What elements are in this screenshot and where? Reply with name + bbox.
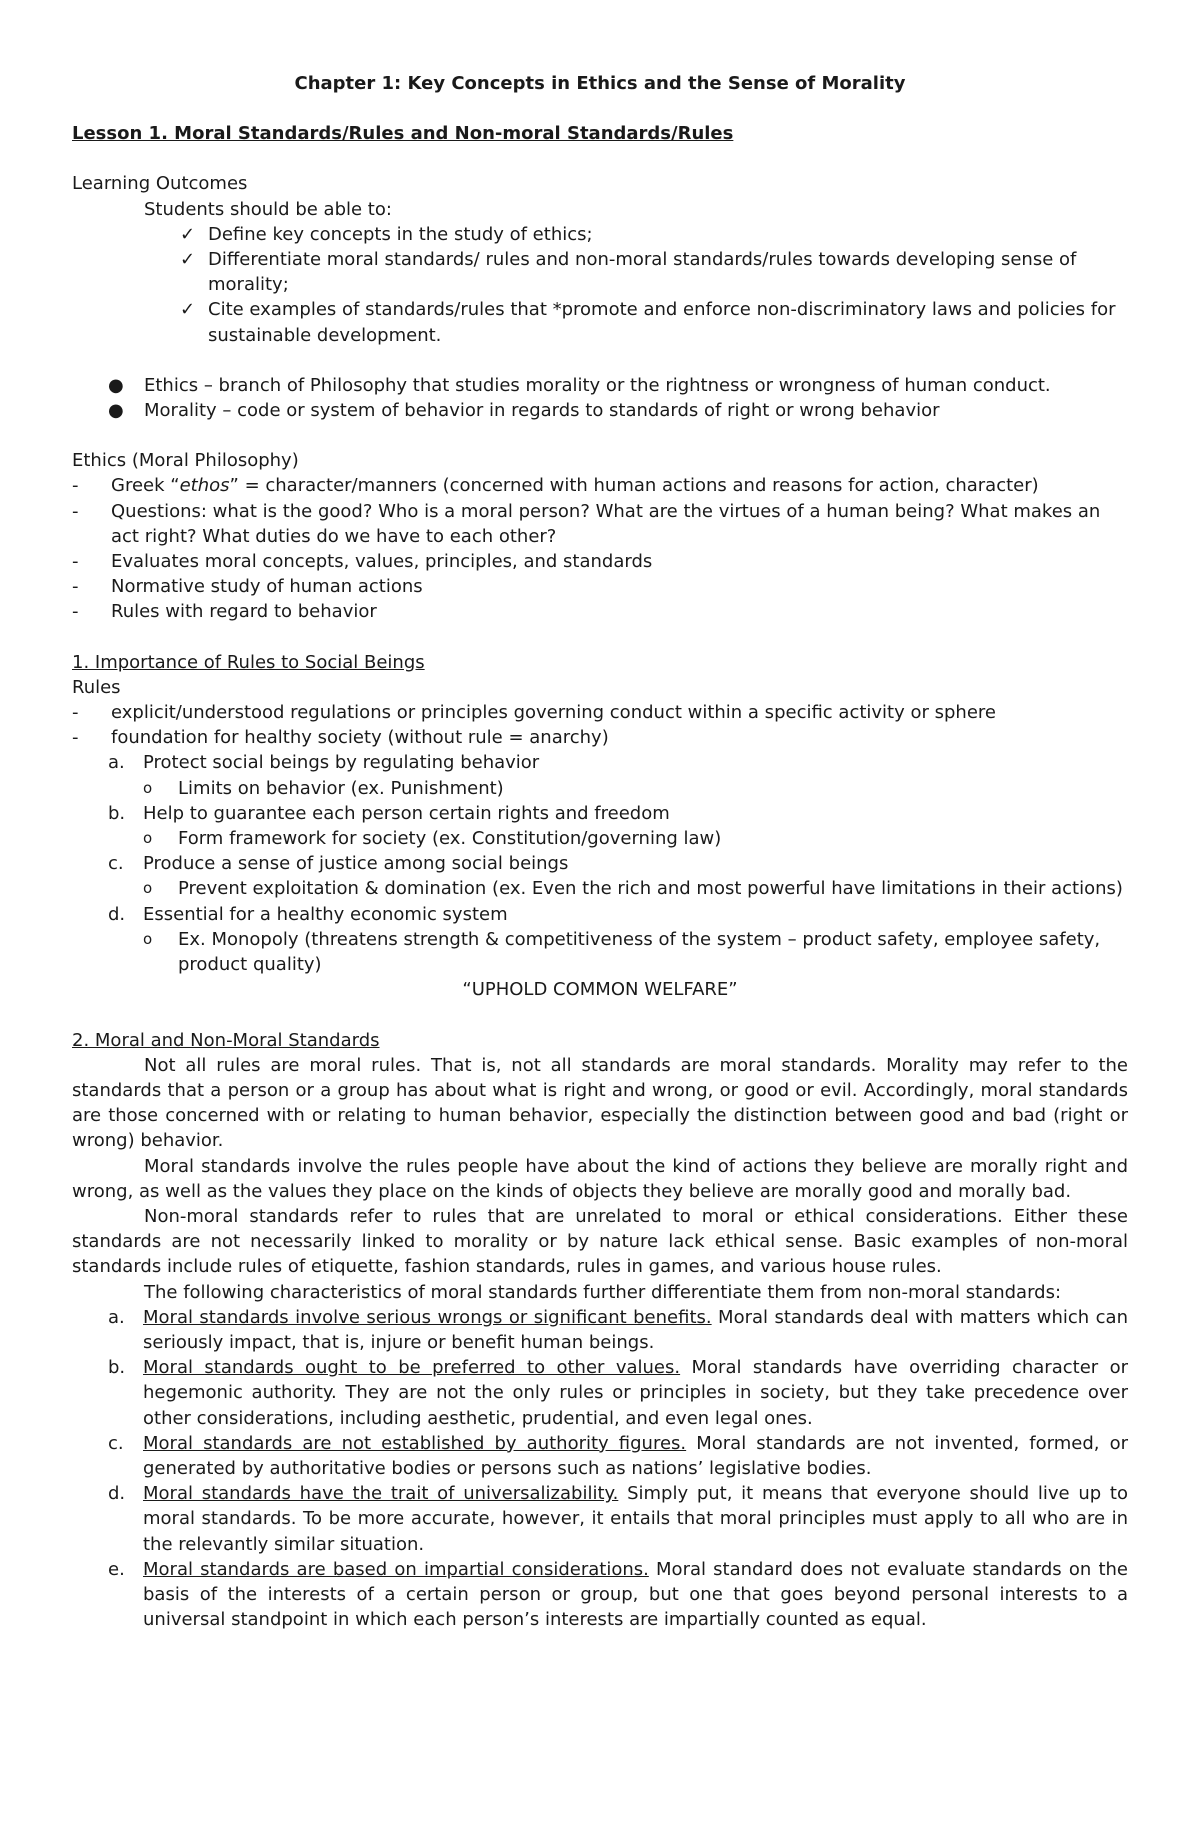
paragraph: The following characteristics of moral standards further differentiate them from non-moral standards: <box>144 1281 1062 1303</box>
lesson-title: Lesson 1. Moral Standards/Rules and Non-moral Standards/Rules <box>72 123 734 145</box>
list-item: b. Help to guarantee each person certain rights and freedom o Form framework for society (ex. Constitution/governing law) <box>108 801 1128 851</box>
dash-icon: - <box>72 500 79 522</box>
list-item: c. Produce a sense of justice among social beings o Prevent exploitation & domination (ex. Even the rich and most powerful have limitations in their actions) <box>108 851 1128 901</box>
circle-bullet-icon: o <box>143 829 153 848</box>
list-item: - explicit/understood regulations or principles governing conduct within a specific activity or sphere <box>72 700 1128 725</box>
rules-list <box>72 700 1128 750</box>
circle-bullet-icon: o <box>143 929 153 948</box>
characteristic-head: Moral standards ought to be preferred to other values. <box>143 1357 681 1379</box>
list-item: ✓ Define key concepts in the study of ethics; <box>180 222 1128 247</box>
section-2-heading: 2. Moral and Non-Moral Standards <box>72 1029 380 1051</box>
list-item: ● Ethics – branch of Philosophy that studies morality or the rightness or wrongness of human conduct. <box>108 373 1128 398</box>
list-item: - Greek “ethos” = character/manners (concerned with human actions and reasons for action, character) <box>72 473 1128 498</box>
circle-bullet-icon: o <box>143 778 153 797</box>
check-icon: ✓ <box>180 299 196 321</box>
list-item: ● Morality – code or system of behavior in regards to standards of right or wrong behavior <box>108 398 1128 423</box>
list-item: b. Moral standards ought to be preferred to other values. Moral standards have overriding character or hegemonic authority. They are not the only rules or principles in society, but they take precedence over other considerations, including aesthetic, prudential, and even legal ones. <box>108 1357 1128 1429</box>
dash-icon: - <box>72 601 79 623</box>
bullet-icon: ● <box>108 400 124 422</box>
list-item: - Questions: what is the good? Who is a moral person? What are the virtues of a human being? What makes an act right? What duties do we have to each other? <box>72 500 1101 547</box>
list-item: ✓ Differentiate moral standards/ rules and non-moral standards/rules towards developing sense of morality; <box>180 249 1077 296</box>
circle-bullet-icon: o <box>143 879 153 898</box>
list-item: c. Moral standards are not established by authority figures. Moral standards are not invented, formed, or generated by authoritative bodies or persons such as nations’ legislative bodies. <box>108 1432 1128 1479</box>
dash-icon: - <box>72 576 79 598</box>
list-item: a. Moral standards involve serious wrongs or significant benefits. Moral standards deal with matters which can seriously impact, that is, injure or benefit human beings. <box>108 1306 1128 1353</box>
list-item: - foundation for healthy society (without rule = anarchy) <box>72 725 1128 750</box>
characteristic-head: Moral standards involve serious wrongs or significant benefits. <box>143 1306 712 1328</box>
sub-item: o Prevent exploitation & domination (ex. Even the rich and most powerful have limitations in their actions) <box>143 876 1128 901</box>
paragraph: Moral standards involve the rules people have about the kind of actions they believe are morally right and wrong, as well as the values they place on the kinds of objects they believe are morally good and morally bad. <box>72 1155 1128 1202</box>
ethics-list <box>72 473 1128 624</box>
dash-icon: - <box>72 551 79 573</box>
characteristic-head: Moral standards are not established by authority figures. <box>143 1432 687 1454</box>
sub-item: o Limits on behavior (ex. Punishment) <box>143 776 1128 801</box>
check-icon: ✓ <box>180 223 196 245</box>
section-1-heading: 1. Importance of Rules to Social Beings <box>72 651 425 673</box>
dash-icon: - <box>72 475 79 497</box>
paragraph: Not all rules are moral rules. That is, not all standards are moral standards. Morality may refer to the standards that a person or a group has about what is right and wrong, or good or evil. Accordingly, moral standards are those concerned with or relating to human behavior, especially the distinction between good and bad (right or wrong) behavior. <box>72 1054 1128 1152</box>
rules-importance-list <box>72 750 1128 977</box>
list-item: - Rules with regard to behavior <box>72 599 1128 624</box>
list-item: e. Moral standards are based on impartial considerations. Moral standard does not evaluate standards on the basis of the interests of a certain person or group, but one that goes beyond personal interests to a universal standpoint in which each person’s interests are impartially counted as equal. <box>108 1558 1128 1631</box>
paragraph: Non-moral standards refer to rules that are unrelated to moral or ethical considerations. Either these standards are not necessarily linked to morality or by nature lack ethical sense. Basic examples of non-moral standards include rules of etiquette, fashion standards, rules in games, and various house rules. <box>72 1205 1128 1278</box>
characteristics-list <box>72 1305 1128 1633</box>
learning-outcomes-heading: Learning Outcomes <box>72 173 248 195</box>
list-item: d. Moral standards have the trait of universalizability. Simply put, it means that everyone should live up to moral standards. To be more accurate, however, it entails that moral principles must apply to all who are in the relevantly similar situation. <box>108 1483 1128 1555</box>
characteristic-head: Moral standards are based on impartial considerations. <box>143 1558 649 1580</box>
list-item: - Evaluates moral concepts, values, principles, and standards <box>72 549 1128 574</box>
bullet-icon: ● <box>108 374 124 396</box>
list-item: a. Protect social beings by regulating behavior o Limits on behavior (ex. Punishment) <box>108 750 1128 800</box>
list-item: d. Essential for a healthy economic system o Ex. Monopoly (threatens strength & competitiveness of the system – product safety, employee safety, product quality) <box>108 902 1128 978</box>
sub-item: o Form framework for society (ex. Constitution/governing law) <box>143 826 1128 851</box>
check-icon: ✓ <box>180 249 196 271</box>
dash-icon: - <box>72 702 79 724</box>
list-item: ✓ Cite examples of standards/rules that *promote and enforce non-discriminatory laws and policies for sustainable development. <box>180 299 1116 346</box>
dash-icon: - <box>72 727 79 749</box>
list-item: - Normative study of human actions <box>72 574 1128 599</box>
chapter-title: Chapter 1: Key Concepts in Ethics and the Sense of Morality <box>294 73 906 94</box>
learning-outcomes-intro: Students should be able to: <box>144 198 392 220</box>
ethics-heading: Ethics (Moral Philosophy) <box>72 450 299 472</box>
greek-term: ethos <box>179 475 230 497</box>
characteristic-head: Moral standards have the trait of universalizability. <box>143 1483 619 1505</box>
learning-outcomes-list <box>72 222 1128 348</box>
sub-item: o Ex. Monopoly (threatens strength & competitiveness of the system – product safety, employee safety, product quality) <box>143 928 1101 976</box>
definitions-list <box>72 373 1128 423</box>
slogan: “UPHOLD COMMON WELFARE” <box>462 979 738 1001</box>
rules-label: Rules <box>72 676 121 698</box>
